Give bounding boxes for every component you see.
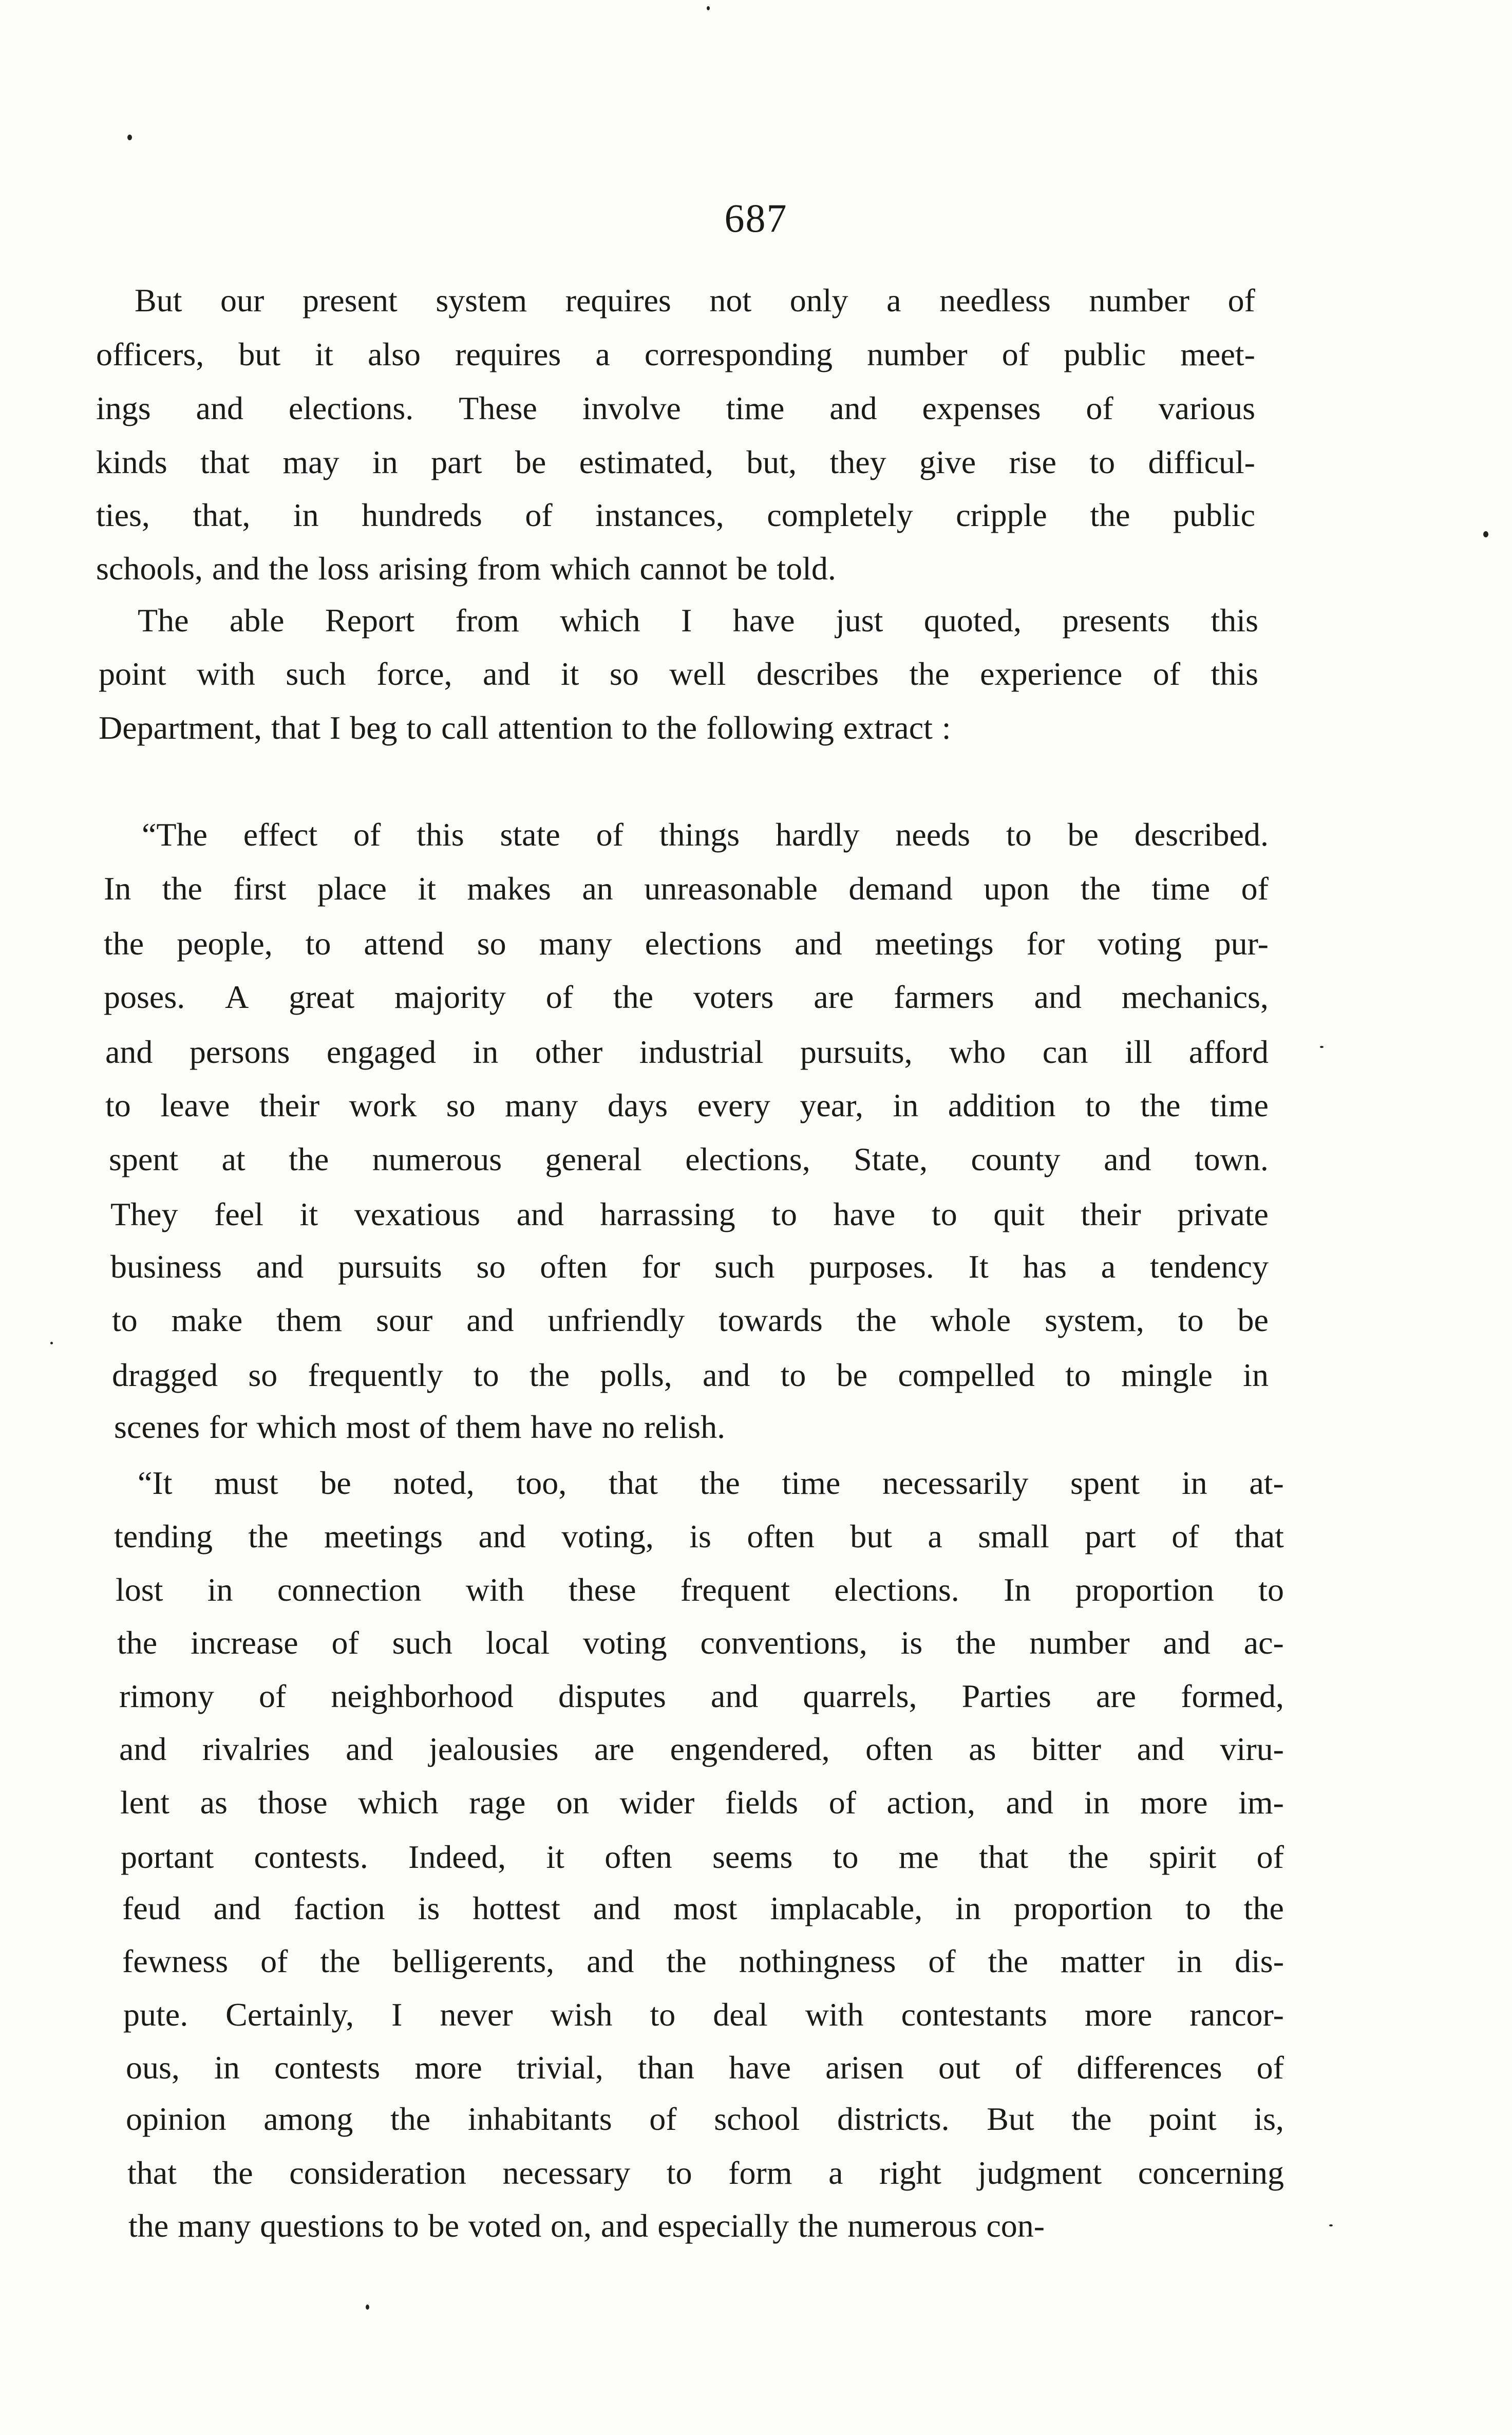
text-line: the increase of such local voting conventions, is the number and ac-	[117, 1624, 1284, 1661]
text-line: dragged so frequently to the polls, and to be compelled to mingle in	[112, 1357, 1269, 1393]
text-line: ties, that, in hundreds of instances, completely cripple the public	[96, 497, 1255, 533]
text-line: business and pursuits so often for such purposes. It has a tendency	[110, 1248, 1269, 1285]
text-line: ous, in contests more trivial, than have arisen out of differences of	[126, 2049, 1284, 2086]
text-line: lost in connection with these frequent elections. In proportion to	[116, 1571, 1284, 1608]
text-line: rimony of neighborhood disputes and quarrels, Parties are formed,	[119, 1678, 1284, 1714]
text-line: schools, and the loss arising from which cannot be told.	[96, 550, 836, 587]
text-line: the many questions to be voted on, and especially the numerous con-	[128, 2207, 1045, 2244]
text-line: scenes for which most of them have no relish.	[114, 1409, 726, 1445]
scan-speck	[127, 135, 132, 140]
text-line: poses. A great majority of the voters are farmers and mechanics,	[104, 979, 1269, 1015]
text-line: tending the meetings and voting, is often but a small part of that	[114, 1518, 1284, 1554]
text-line: The able Report from which I have just quoted, presents this	[138, 602, 1258, 639]
scan-speck	[1320, 1046, 1324, 1048]
text-line: ings and elections. These involve time and expenses of various	[96, 390, 1255, 426]
text-line: and persons engaged in other industrial pursuits, who can ill afford	[105, 1034, 1269, 1070]
text-line: Department, that I beg to call attention to the following extract :	[99, 709, 951, 746]
scan-speck	[707, 6, 710, 10]
text-line: But our present system requires not only a needless number of	[135, 282, 1255, 319]
text-line: They feel it vexatious and harrassing to have to quit their private	[110, 1196, 1269, 1232]
text-line: spent at the numerous general elections, State, county and town.	[109, 1141, 1269, 1177]
scan-speck	[1329, 2224, 1333, 2226]
text-line: point with such force, and it so well describes the experience of this	[99, 655, 1258, 692]
text-line: that the consideration necessary to form a right judgment concerning	[127, 2155, 1284, 2191]
text-line: portant contests. Indeed, it often seems to me that the spirit of	[121, 1839, 1284, 1875]
scan-speck	[50, 1342, 53, 1344]
scan-speck	[366, 2305, 369, 2310]
text-line: opinion among the inhabitants of school districts. But the point is,	[126, 2101, 1284, 2137]
text-line: feud and faction is hottest and most implacable, in proportion to the	[122, 1890, 1284, 1926]
text-line: the people, to attend so many elections and meetings for voting pur-	[104, 925, 1269, 962]
text-line: fewness of the belligerents, and the nothingness of the matter in dis-	[122, 1943, 1284, 1979]
text-line: to make them sour and unfriendly towards the whole system, to be	[112, 1302, 1269, 1338]
text-line: officers, but it also requires a corresponding number of public meet-	[96, 336, 1255, 372]
text-line: “It must be noted, too, that the time necessarily spent in at-	[138, 1465, 1284, 1501]
scan-speck	[1483, 531, 1488, 537]
text-line: “The effect of this state of things hardly needs to be described.	[142, 816, 1269, 853]
text-line: kinds that may in part be estimated, but, they give rise to difficul-	[96, 444, 1255, 480]
text-line: In the first place it makes an unreasonable demand upon the time of	[104, 870, 1269, 907]
text-line: pute. Certainly, I never wish to deal with contestants more rancor-	[123, 1996, 1284, 2033]
page-number: 687	[724, 196, 788, 240]
text-line: and rivalries and jealousies are engendered, often as bitter and viru-	[119, 1731, 1284, 1767]
text-line: lent as those which rage on wider fields of action, and in more im-	[120, 1784, 1284, 1821]
text-line: to leave their work so many days every year, in addition to the time	[105, 1087, 1269, 1123]
